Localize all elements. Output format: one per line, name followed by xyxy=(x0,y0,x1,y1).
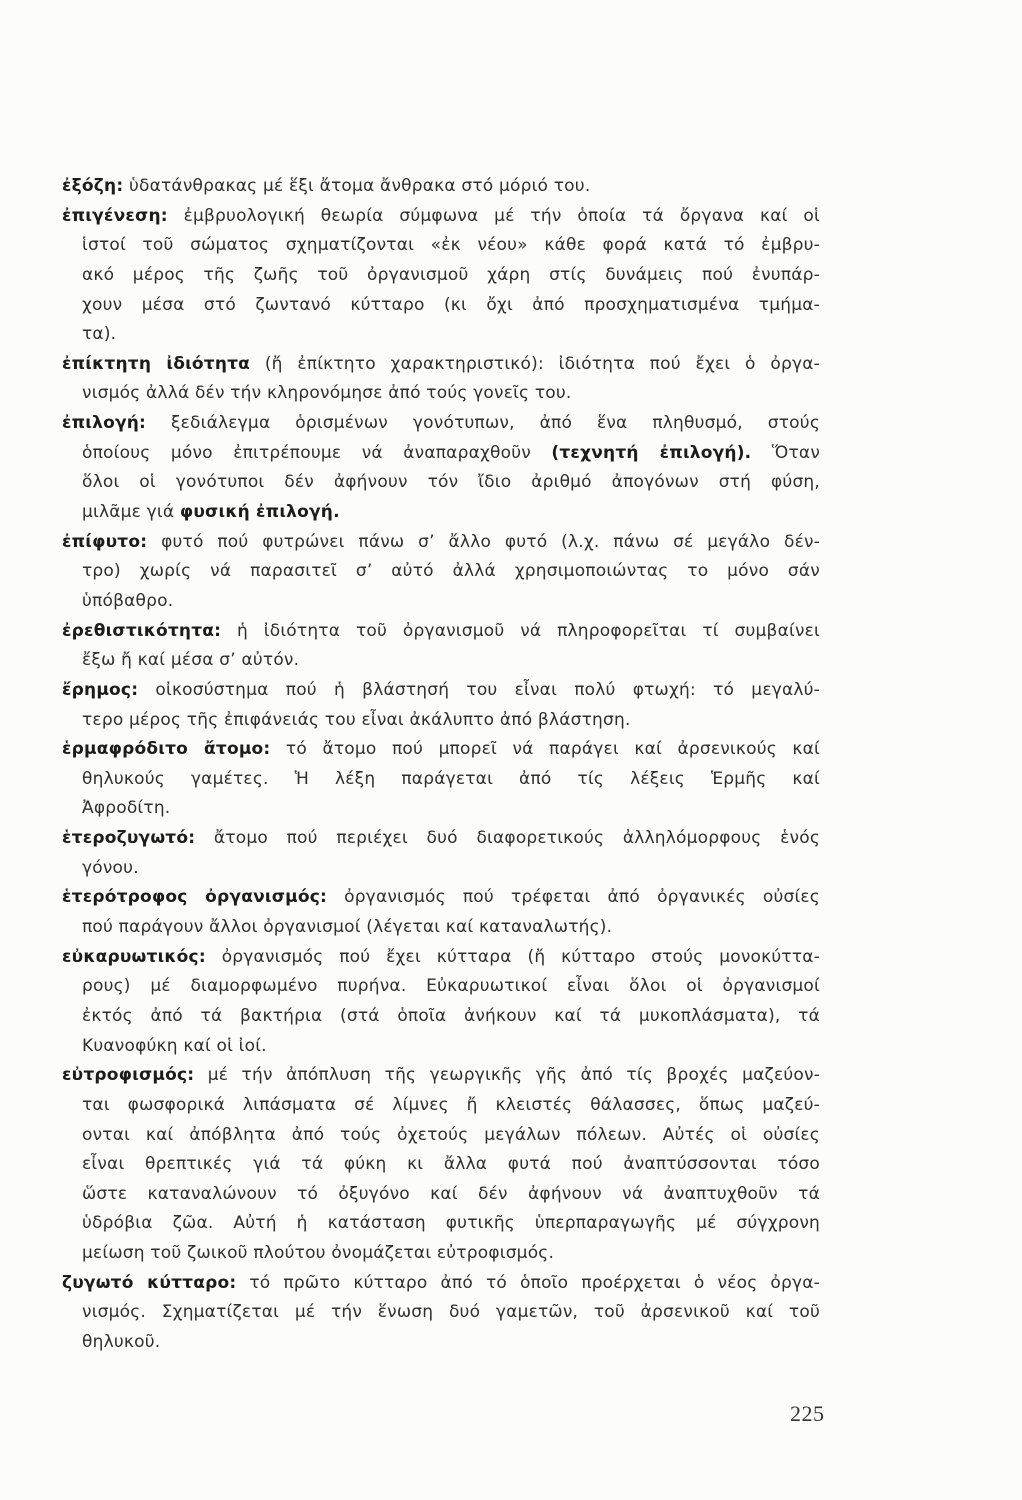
glossary-entry-eutrofismos xyxy=(62,1061,820,1268)
definition-text: Κυανοφύκη καί οἱ ἰοί. xyxy=(82,1035,267,1056)
glossary-entry-epilogi xyxy=(62,409,820,528)
glossary-entry-eukaryotikos xyxy=(62,943,820,1062)
glossary-term: ἑτερότροφος ὀργανισμός: xyxy=(62,887,327,908)
definition-text: οἰκοσύστημα πού ἡ βλάστησή του εἶναι πολύ φτωχή: τό μεγαλύ- xyxy=(155,679,820,700)
definition-text: ἱστοί τοῦ σώματος σχηματίζονται «ἐκ νέου» κάθε φορά κατά τό ἐμβρυ- xyxy=(82,235,820,256)
entry-line xyxy=(82,913,820,943)
definition-text: ὀργανισμός πού ἔχει κύτταρα (ἤ κύτταρο στούς μονοκύττα- xyxy=(221,946,820,967)
entry-line xyxy=(82,972,820,1002)
glossary-term: ἑτεροζυγωτό: xyxy=(62,828,196,849)
definition-text: τό πρῶτο κύτταρο ἀπό τό ὁποῖο προέρχεται ὁ νέος ὀργα- xyxy=(249,1272,820,1293)
emphasis-term: φυσική ἐπιλογή. xyxy=(179,502,340,523)
glossary-term: ἐπιγένεση: xyxy=(62,205,168,226)
entry-line xyxy=(82,1239,820,1269)
glossary-term: εὐκαρυωτικός: xyxy=(62,946,206,967)
definition-text: ξεδιάλεγμα ὁρισμένων γονότυπων, ἀπό ἕνα πληθυσμό, στούς xyxy=(170,413,820,434)
definition-text: χουν μέσα στό ζωντανό κύτταρο (κι ὄχι ἀπό προσχηματισμένα τμήμα- xyxy=(82,294,820,315)
definition-text: ὥστε καταναλώνουν τό ὀξυγόνο καί δέν ἀφήνουν νά ἀναπτυχθοῦν τά xyxy=(82,1183,820,1204)
glossary-term: ἐξόζη: xyxy=(62,176,124,196)
glossary-entry-zygoto-kyttaro xyxy=(62,1269,820,1358)
definition-text: ονται καί ἀπόβλητα ἀπό τούς ὀχετούς μεγάλων πόλεων. Αὐτές οἱ οὐσίες xyxy=(82,1124,820,1145)
entry-line xyxy=(82,1298,820,1328)
entry-line xyxy=(62,172,820,202)
page-number: 225 xyxy=(790,1401,825,1426)
glossary-term: ζυγωτό κύτταρο: xyxy=(62,1272,237,1293)
definition-text: ὑπόβαθρο. xyxy=(82,590,174,611)
entry-line xyxy=(62,735,820,765)
definition-text: θηλυκούς γαμέτες. Ἡ λέξη παράγεται ἀπό τίς λέξεις Ἑρμῆς καί xyxy=(82,768,820,789)
definition-text: ὁποίους μόνο ἐπιτρέπουμε νά ἀναπαραχθοῦν xyxy=(82,442,531,463)
definition-text: ἡ ἰδιότητα τοῦ ὀργανισμοῦ νά πληροφορεῖται τί συμβαίνει xyxy=(236,620,820,641)
definition-text: τρο) χωρίς νά παρασιτεῖ σ’ αὐτό ἀλλά χρησιμοποιώντας το μόνο σάν xyxy=(82,561,820,582)
entry-line xyxy=(62,202,820,232)
definition-text: ακό μέρος τῆς ζωῆς τοῦ ὀργανισμοῦ χάρη στίς δυνάμεις πού ἐνυπάρ- xyxy=(82,264,820,285)
glossary-entry-erimos xyxy=(62,676,820,735)
definition-text: ὀργανισμός πού τρέφεται ἀπό ὀργανικές οὐσίες xyxy=(344,887,820,908)
definition-text: ἐμβρυολογική θεωρία σύμφωνα μέ τήν ὁποία τά ὄργανα καί οἱ xyxy=(183,205,820,226)
definition-text: Ὅταν xyxy=(771,442,820,463)
entry-line xyxy=(62,528,820,558)
entry-line xyxy=(82,231,820,261)
definition-text: γόνου. xyxy=(82,857,139,878)
entry-line xyxy=(82,1150,820,1180)
entry-line xyxy=(62,676,820,706)
definition-text: τερο μέρος τῆς ἐπιφάνειάς του εἶναι ἀκάλυπτο ἀπό βλάστηση. xyxy=(82,709,631,730)
entry-line xyxy=(62,409,820,439)
definition-text: τό ἄτομο πού μπορεῖ νά παράγει καί ἀρσενικούς καί xyxy=(285,739,820,760)
entry-line xyxy=(82,794,820,824)
entry-line xyxy=(82,646,820,676)
definition-text: ἄτομο πού περιέχει δυό διαφορετικούς ἀλληλόμορφους ἑνός xyxy=(213,828,820,849)
entry-line xyxy=(82,765,820,795)
emphasis-term: (τεχνητή ἐπιλογή). xyxy=(551,442,752,463)
glossary-term: ἐπίκτητη ἰδιότητα xyxy=(62,353,251,374)
entry-line xyxy=(62,350,820,380)
definition-text: εἶναι θρεπτικές γιά τά φύκη κι ἄλλα φυτά πού ἀναπτύσσονται τόσο xyxy=(82,1154,820,1175)
definition-text: μιλᾶμε γιά xyxy=(82,502,175,523)
entry-line xyxy=(62,617,820,647)
entry-line xyxy=(82,1180,820,1210)
entry-line xyxy=(82,291,820,321)
definition-text: Ἀφροδίτη. xyxy=(82,798,171,819)
glossary-term: ἐπιλογή: xyxy=(62,413,147,434)
entry-line xyxy=(82,587,820,617)
entry-line xyxy=(82,261,820,291)
glossary-entry-epiktiti-idiotita xyxy=(62,350,820,409)
definition-text: ὑδρόβια ζῶα. Αὐτή ἡ κατάσταση φυτικῆς ὑπερπαραγωγῆς μέ σύγχρονη xyxy=(82,1213,820,1234)
entry-line xyxy=(82,1032,820,1062)
glossary-entry-erethistikotita xyxy=(62,617,820,676)
definition-text: φυτό πού φυτρώνει πάνω σ’ ἄλλο φυτό (λ.χ. πάνω σέ μεγάλο δέν- xyxy=(161,531,820,552)
entry-line xyxy=(82,557,820,587)
glossary-term: εὐτροφισμός: xyxy=(62,1065,195,1086)
definition-text: ται φωσφορικά λιπάσματα σέ λίμνες ἤ κλειστές θάλασσες, ὅπως μαζεύ- xyxy=(82,1094,820,1115)
entry-line xyxy=(82,498,820,528)
definition-text: πού παράγουν ἄλλοι ὀργανισμοί (λέγεται καί καταναλωτής). xyxy=(82,917,613,938)
glossary-entry-eterozygoto xyxy=(62,824,820,883)
definition-text: (ἤ ἐπίκτητο χαρακτηριστικό): ἰδιότητα πού ἔχει ὁ ὀργα- xyxy=(264,353,820,374)
glossary-term: ἐπίφυτο: xyxy=(62,531,148,552)
glossary-entry-exozi xyxy=(62,172,820,202)
entry-line xyxy=(82,706,820,736)
entry-line xyxy=(82,1091,820,1121)
glossary-entry-ermafrodito-atomo xyxy=(62,735,820,824)
glossary-term: ἑρμαφρόδιτο ἄτομο: xyxy=(62,739,271,760)
definition-text: ὑδατάνθρακας μέ ἕξι ἄτομα ἄνθρακα στό μόριό του. xyxy=(128,176,591,196)
glossary-list xyxy=(62,172,820,1358)
definition-text: θηλυκοῦ. xyxy=(82,1331,161,1352)
definition-text: ἐκτός ἀπό τά βακτήρια (στά ὁποῖα ἀνήκουν καί τά μυκοπλάσματα), τά xyxy=(82,1005,820,1026)
entry-line xyxy=(82,439,820,469)
definition-text: νισμός ἀλλά δέν τήν κληρονόμησε ἀπό τούς γονεῖς του. xyxy=(82,383,572,404)
entry-line xyxy=(62,943,820,973)
definition-text: ρους) μέ διαμορφωμένο πυρήνα. Εὐκαρυωτικοί εἶναι ὅλοι οἱ ὀργανισμοί xyxy=(82,976,820,997)
entry-line xyxy=(82,1328,820,1358)
entry-line xyxy=(62,1061,820,1091)
glossary-entry-eterotrofos-organismos xyxy=(62,883,820,942)
entry-line xyxy=(82,854,820,884)
definition-text: ὅλοι οἱ γονότυποι δέν ἀφήνουν τόν ἴδιο ἀριθμό ἀπογόνων στή φύση, xyxy=(82,472,820,493)
glossary-term: ἔρημος: xyxy=(62,679,139,700)
definition-text: τα). xyxy=(82,324,117,345)
glossary-term: ἐρεθιστικότητα: xyxy=(62,620,222,641)
definition-text: μέ τήν ἀπόπλυση τῆς γεωργικῆς γῆς ἀπό τίς βροχές μαζεύον- xyxy=(207,1065,820,1086)
entry-line xyxy=(82,379,820,409)
glossary-entry-epigenesi xyxy=(62,202,820,350)
definition-text: μείωση τοῦ ζωικοῦ πλούτου ὀνομάζεται εὐτροφισμός. xyxy=(82,1243,555,1264)
entry-line xyxy=(62,883,820,913)
entry-line xyxy=(82,1121,820,1151)
entry-line xyxy=(82,1209,820,1239)
entry-line xyxy=(82,320,820,350)
entry-line xyxy=(82,1002,820,1032)
definition-text: ἔξω ἤ καί μέσα σ’ αὐτόν. xyxy=(82,650,300,671)
entry-line xyxy=(62,824,820,854)
entry-line xyxy=(82,468,820,498)
glossary-entry-epifyto xyxy=(62,528,820,617)
definition-text: νισμός. Σχηματίζεται μέ τήν ἕνωση δυό γαμετῶν, τοῦ ἀρσενικοῦ καί τοῦ xyxy=(82,1302,820,1323)
entry-line xyxy=(62,1269,820,1299)
